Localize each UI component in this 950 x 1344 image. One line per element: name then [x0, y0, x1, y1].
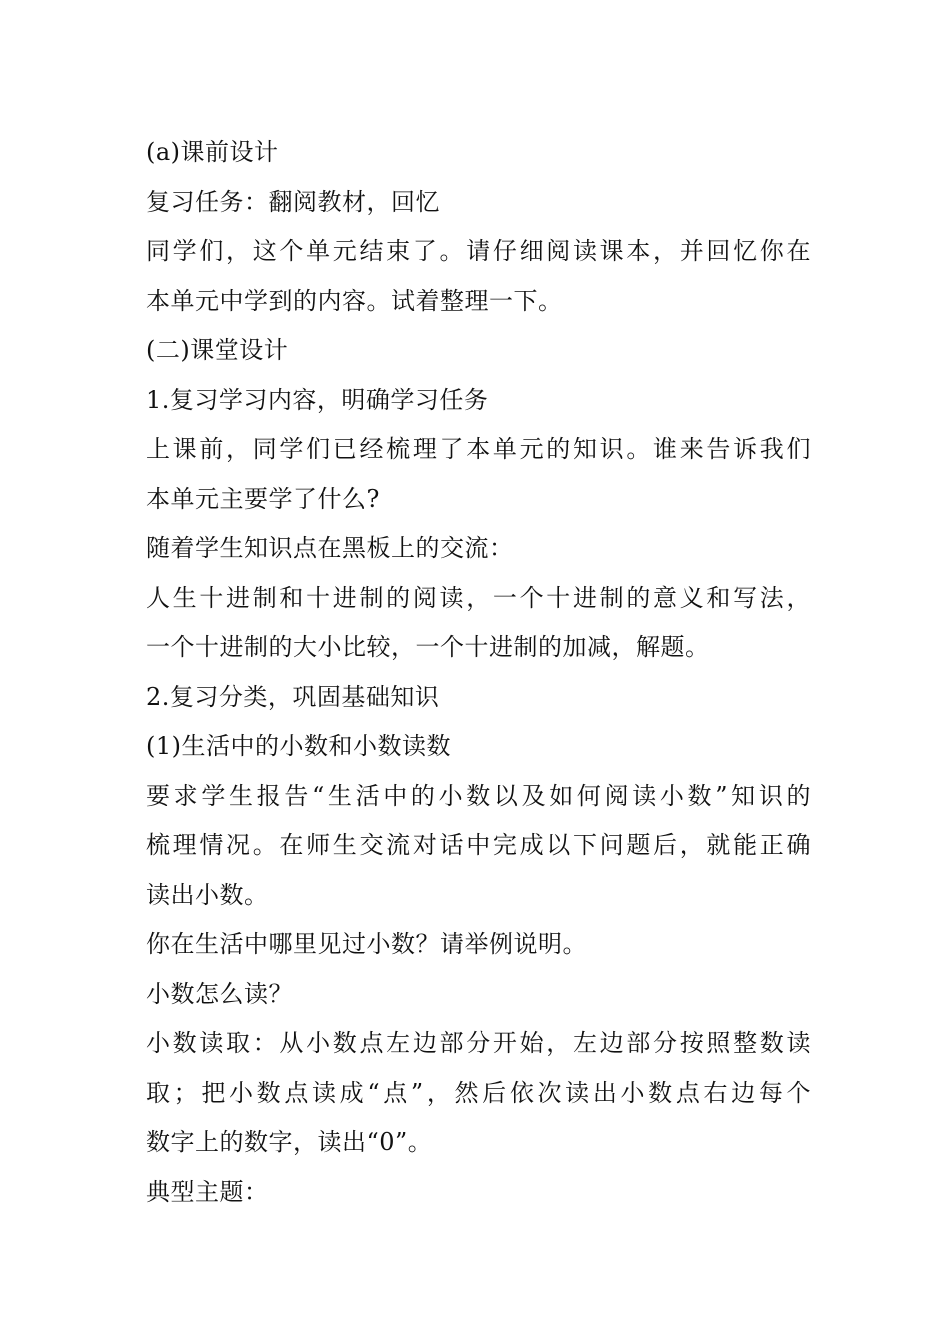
paragraph-line: 小数读取：从小数点左边部分开始，左边部分按照整数读: [146, 1029, 811, 1057]
heading-review-classification: 2.复习分类，巩固基础知识: [146, 682, 440, 711]
paragraph-line: 上课前，同学们已经梳理了本单元的知识。谁来告诉我们: [146, 435, 811, 463]
paragraph-line: 读出小数。: [146, 880, 269, 909]
heading-review-content: 1.复习学习内容，明确学习任务: [146, 385, 489, 414]
paragraph-line: 一个十进制的大小比较，一个十进制的加减，解题。: [146, 633, 710, 661]
question-line: 小数怎么读？: [146, 979, 293, 1008]
paragraph-line: 梳理情况。在师生交流对话中完成以下问题后，就能正确: [146, 831, 811, 859]
paragraph-line: 本单元中学到的内容。试着整理一下。: [146, 286, 563, 315]
paragraph-line: 复习任务：翻阅教材，回忆: [146, 187, 440, 216]
paragraph-line: 人生十进制和十进制的阅读，一个十进制的意义和写法，: [146, 583, 811, 612]
paragraph-line: 同学们，这个单元结束了。请仔细阅读课本，并回忆你在: [146, 237, 811, 265]
paragraph-line: 要求学生报告“生活中的小数以及如何阅读小数”知识的: [146, 781, 811, 810]
heading-decimals-in-life: (1)生活中的小数和小数读数: [146, 732, 451, 760]
heading-typical-topics: 典型主题：: [146, 1177, 269, 1206]
paragraph-line: 随着学生知识点在黑板上的交流：: [146, 534, 514, 562]
paragraph-line: 取；把小数点读成“点”，然后依次读出小数点右边每个: [146, 1078, 811, 1107]
document-body: [146, 128, 811, 1217]
heading-pre-class-design: (a)课前设计: [146, 138, 279, 166]
heading-classroom-design: (二)课堂设计: [146, 336, 289, 364]
paragraph-line: 数字上的数字，读出“0”。: [146, 1128, 433, 1156]
question-line: 你在生活中哪里见过小数？请举例说明。: [146, 930, 587, 958]
paragraph-line: 本单元主要学了什么?: [146, 484, 380, 513]
